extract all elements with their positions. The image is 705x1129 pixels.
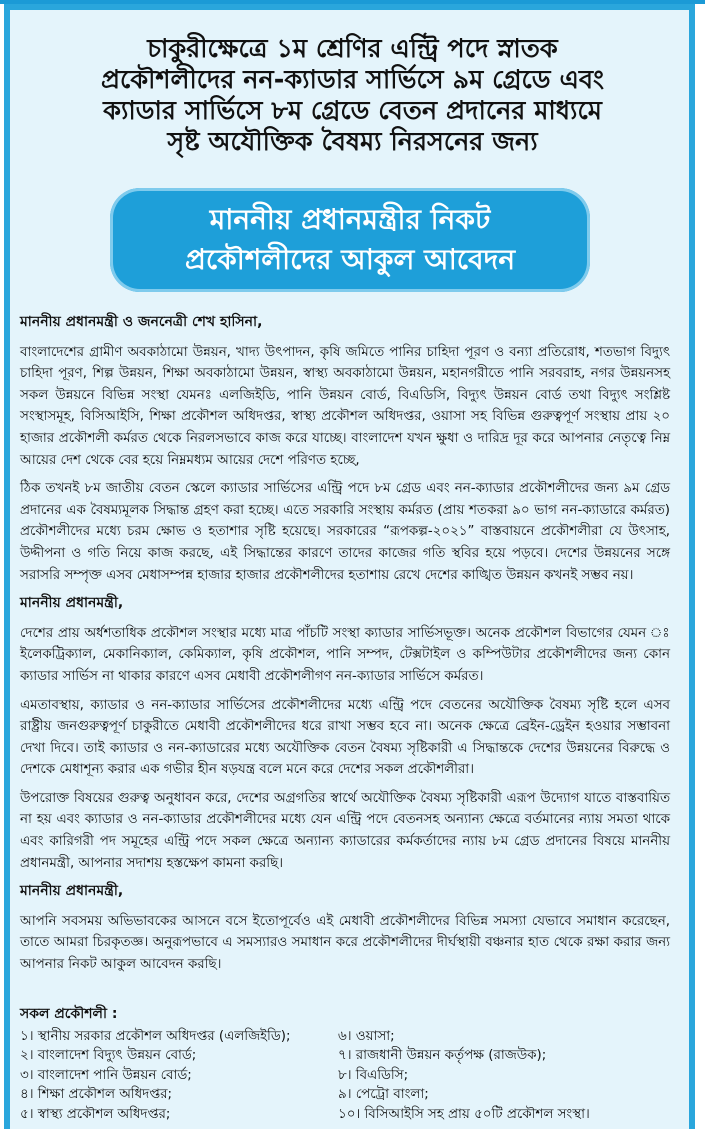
paragraph: দেশের প্রায় অর্ধশতাধিক প্রকৌশল সংস্থার মধ্যে মাত্র পাঁচটি সংস্থা ক্যাডার সার্ভিসভূক্ত। অনেক প্রকৌশল বিভাগের যেমন ঃ ইলেকট্রিক্যাল, মেকানিক্যাল, কেমিক্যাল, কৃষি প্রকৌশল, পানি সম্পদ, টেক্সটাইল ও কম্পিউটার প্রকৌশলীদের জন্য কোন ক্যাডার সার্ভিস না থাকার কারণে এসব মেধাবী প্রকৌশলীগণ নন-ক্যাডার সার্ভিসে কর্মরত। (20, 625, 670, 684)
signatory-item: ৪। শিক্ষা প্রকৌশল অধিদপ্তর; (20, 1087, 173, 1103)
paragraph: ঠিক তখনই ৮ম জাতীয় বেতন স্কেলে ক্যাডার সার্ভিসের এন্ট্রি পদে ৮ম গ্রেড এবং নন-ক্যাডার প্রকৌশলীদের জন্য ৯ম গ্রেড প্রদানের এক বৈষম্যমূলক সিদ্ধান্ত গ্রহণ করা হচ্ছে। এতে সরকারি সংস্থায় কর্মরত (প্রায় শতকরা ৯০ ভাগ নন-ক্যাডারে কর্মরত) প্রকৌশলীদের মধ্যে চরম ক্ষোভ ও হতাশার সৃষ্টি হয়েছে। সরকারের “রূপকল্প-২০২১” বাস্তবায়নে প্রকৌশলীরা যে উৎসাহ, উদ্দীপনা ও গতি নিয়ে কাজ করছে, এই সিদ্ধান্তের কারণে তাদের কাজের গতি স্থবির হয়ে পড়বে। দেশের উন্নয়নের সঙ্গে সরাসরি সম্পৃক্ত এসব মেধাসম্পন্ন হাজার হাজার প্রকৌশলীদের হতাশায় রেখে দেশের কাঙ্খিত উন্নয়ন কখনই সম্ভব নয়। (20, 481, 670, 583)
signatory-item: ৭। রাজধানী উন্নয়ন কর্তৃপক্ষ (রাজউক); (338, 1048, 547, 1064)
headline-line: ক্যাডার সার্ভিসে ৮ম গ্রেডে বেতন প্রদানের মাধ্যমে (103, 96, 602, 126)
paragraph: বাংলাদেশের গ্রামীণ অবকাঠামো উন্নয়ন, খাদ্য উৎপাদন, কৃষি জমিতে পানির চাহিদা পূরণ ও বন্যা প্রতিরোধ, শতভাগ বিদ্যুৎ চাহিদা পূরণ, শিল্প উন্নয়ন, শিক্ষা অবকাঠামো উন্নয়ন, স্বাস্থ্য অবকাঠামো উন্নয়ন, মহানগরীতে পানি সরবরাহ, নগর উন্নয়নসহ সকল উন্নয়নে বিভিন্ন সংস্থা যেমনঃ এলজিইডি, পানি উন্নয়ন বোর্ড, বিএডিসি, বিদ্যুৎ উন্নয়ন বোর্ড তথা বিদ্যুৎ সংশ্লিষ্ট সংস্থাসমূহ, বিসিআইসি, শিক্ষা প্রকৌশল অধিদপ্তর, স্বাস্থ্য প্রকৌশল অধিদপ্তর, ওয়াসা সহ বিভিন্ন গুরুত্বপূর্ণ সংস্থায় প্রায় ২০ হাজার প্রকৌশলী কর্মরত থেকে নিরলসভাবে কাজ করে যাচ্ছে। বাংলাদেশ যখন ক্ষুধা ও দারিদ্র দূর করে আপনার নেতৃত্বে নিম্ন আয়ের দেশ থেকে বের হয়ে নিম্নমধ্যম আয়ের দেশে পরিণত হচ্ছে, (20, 344, 670, 468)
signatories (20, 1005, 680, 1125)
headline (10, 34, 695, 158)
letter-body (20, 312, 670, 983)
paragraph: এমতাবস্থায়, ক্যাডার ও নন-ক্যাডার সার্ভিসের প্রকৌশলীদের মধ্যে এন্ট্রি পদে বেতনের অযৌক্তিক বৈষম্য সৃষ্টি হলে এসব রাষ্ট্রীয় জনগুরুত্বপূর্ণ চাকুরীতে মেধাবী প্রকৌশলীদের ধরে রাখা সম্ভব হবে না। অনেক ক্ষেত্রে ব্রেইন-ড্রেইন হওয়ার সম্ভাবনা দেখা দিবে। তাই ক্যাডার ও নন-ক্যাডারের মধ্যে অযৌক্তিক বেতন বৈষম্য সৃষ্টিকারী এ সিদ্ধান্তকে দেশের উন্নয়নের বিরুদ্ধে ও দেশকে মেধাশূন্য করার এক গভীর হীন ষড়যন্ত্র বলে মনে করে দেশের সকল প্রকৌশলীরা। (20, 697, 670, 778)
paragraph: আপনি সবসময় অভিভাবকের আসনে বসে ইতোপূর্বেও এই মেধাবী প্রকৌশলীদের বিভিন্ন সমস্যা যেভাবে সমাধান করেছেন, তাতে আমরা চিরকৃতজ্ঞ। অনুরূপভাবে এ সমস্যারও সমাধান করে প্রকৌশলীদের দীর্ঘস্থায়ী বঞ্চনার হাত থেকে রক্ষা করার জন্য আপনার নিকট আকুল আবেদন করছি। (20, 913, 670, 973)
signatory-item: ৮। বিএডিসি; (338, 1067, 409, 1083)
signatory-item: ৩। বাংলাদেশ পানি উন্নয়ন বোর্ড; (20, 1067, 192, 1083)
signatory-item: ১০। বিসিআইসি সহ প্রায় ৫০টি প্রকৌশল সংস্থা। (338, 1106, 590, 1122)
signatories-heading: সকল প্রকৌশলী : (20, 1006, 118, 1022)
signatory-item: ৬। ওয়াসা; (338, 1028, 395, 1044)
banner-line: প্রকৌশলীদের আকুল আবেদন (184, 243, 516, 276)
paragraph: উপরোক্ত বিষয়ের গুরুত্ব অনুধাবন করে, দেশের অগ্রগতির স্বার্থে অযৌক্তিক বৈষম্য সৃষ্টিকারী এরূপ উদ্যোগ যাতে বাস্তবায়িত না হয় এবং ক্যাডার ও নন-ক্যাডার প্রকৌশলীদের মধ্যে যেন এন্ট্রি পদে বেতনসহ অন্যান্য ক্ষেত্রে বর্তমানের ন্যায় সমতা থাকে এবং কারিগরী পদ সমূহের এন্ট্রি পদে সকল ক্ষেত্রে অন্যান্য ক্যাডারের কর্মকর্তাদের ন্যায় ৮ম গ্রেড প্রদানের বিষয়ে মাননীয় প্রধানমন্ত্রী, আপনার সদাশয় হস্তক্ষেপ কামনা করছি। (20, 790, 670, 871)
headline-line: সৃষ্ট অযৌক্তিক বৈষম্য নিরসনের জন্য (167, 127, 538, 157)
headline-line: চাকুরীক্ষেত্রে ১ম শ্রেণির এন্ট্রি পদে স্নাতক (147, 34, 558, 64)
signatories-columns (20, 1027, 680, 1125)
address-line: মাননীয় প্রধানমন্ত্রী, (20, 883, 124, 900)
banner-line: মাননীয় প্রধানমন্ত্রীর নিকট (209, 203, 491, 236)
signatory-item: ২। বাংলাদেশ বিদ্যুৎ উন্নয়ন বোর্ড; (20, 1048, 197, 1064)
headline-line: প্রকৌশলীদের নন-ক্যাডার সার্ভিসে ৯ম গ্রেডে এবং (100, 65, 605, 95)
signatories-left (20, 1027, 338, 1125)
salutation: মাননীয় প্রধানমন্ত্রী ও জননেত্রী শেখ হাসিনা, (20, 314, 263, 330)
address-line: মাননীয় প্রধানমন্ত্রী, (20, 595, 124, 612)
signatory-item: ১। স্থানীয় সরকার প্রকৌশল অধিদপ্তর (এলজিইডি); (20, 1028, 291, 1044)
signatory-item: ৫। স্বাস্থ্য প্রকৌশল অধিদপ্তর; (20, 1106, 171, 1122)
appeal-banner (110, 188, 590, 292)
signatories-right (338, 1027, 678, 1125)
signatory-item: ৯। পেট্রো বাংলা; (338, 1087, 429, 1103)
